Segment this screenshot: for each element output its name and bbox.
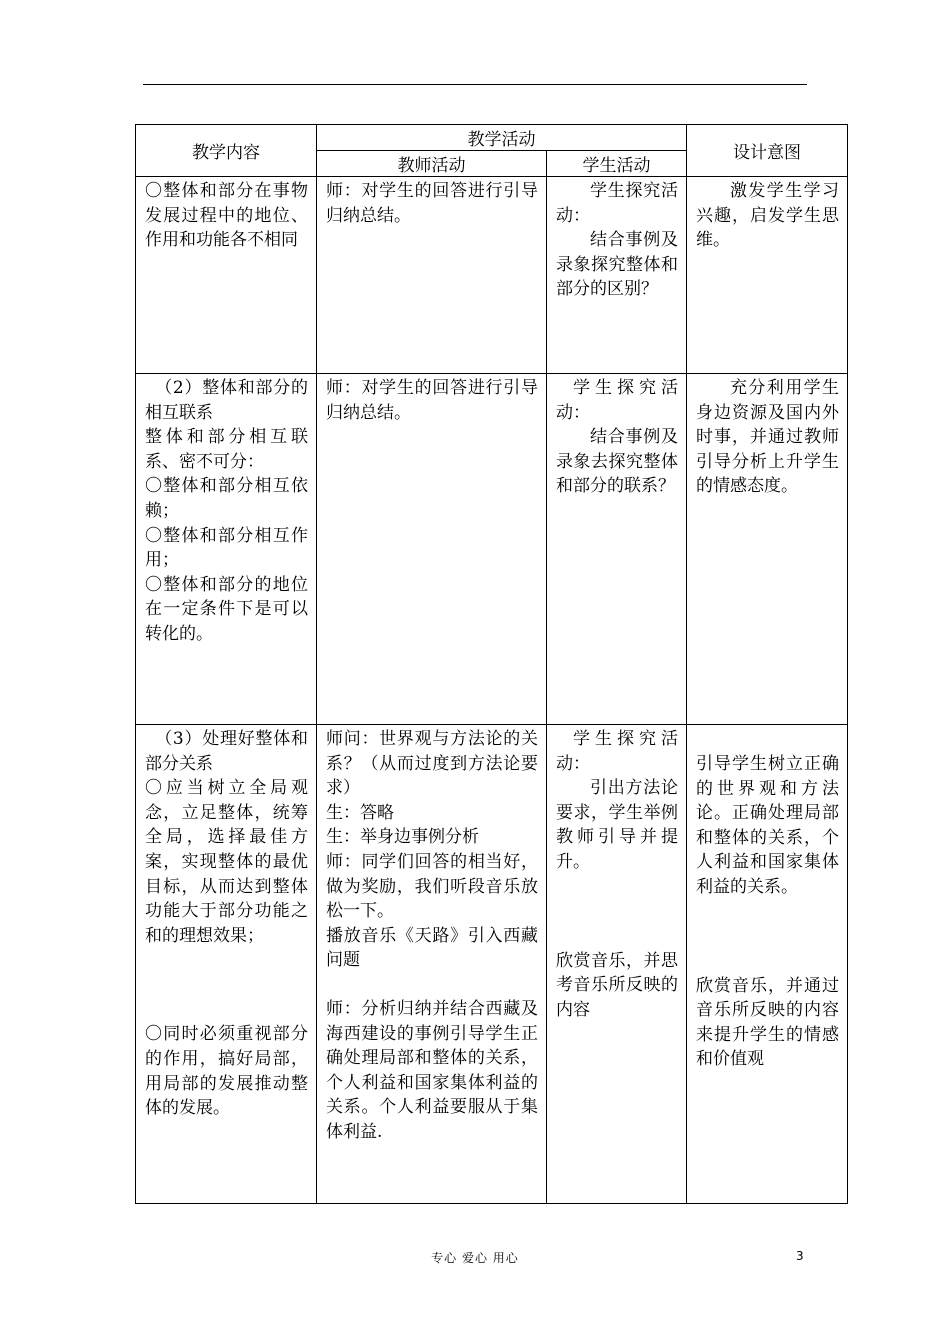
teacher-cell — [317, 177, 547, 374]
footer-motto: 专心 爱心 用心 — [431, 1251, 519, 1265]
table-row — [136, 725, 848, 1204]
student-text: 结合事例及录象探究整体和部分的区别？ — [556, 230, 678, 300]
intent-text: 激发学生学习兴趣，启发学生思维。 — [696, 181, 839, 251]
spacer — [145, 948, 308, 1022]
header-student-activity: 学生活动 — [547, 151, 687, 177]
spacer — [696, 727, 839, 752]
teacher-text: 播放音乐《天路》引入西藏问题 — [326, 925, 538, 971]
teacher-text: 生：举身边事例分析 — [326, 827, 479, 848]
teacher-cell — [317, 374, 547, 725]
student-text: 学生探究活动： — [556, 181, 678, 226]
teacher-text: 师：对学生的回答进行引导归纳总结。 — [326, 378, 538, 423]
teacher-text: 师：同学们回答的相当好，做为奖励，我们听段音乐放松一下。 — [326, 851, 538, 922]
intent-text: 充分利用学生身边资源及国内外时事，并通过教师引导分析上升学生的情感态度。 — [696, 378, 839, 497]
content-text: 〇整体和部分在事物发展过程中的地位、作用和功能各不相同 — [145, 181, 308, 251]
page-number: 3 — [796, 1249, 804, 1263]
table-row — [136, 374, 848, 725]
intent-cell — [687, 374, 848, 725]
student-cell — [547, 374, 687, 725]
content-text: 〇整体和部分相互依赖； — [145, 476, 308, 521]
student-text: 欣赏音乐，并思考音乐所反映的内容 — [556, 950, 678, 1020]
intent-text: 引导学生树立正确的世界观和方法论。正确处理局部和整体的关系，个人利益和国家集体利益的关系。 — [696, 754, 839, 897]
content-text: （2）整体和部分的相互联系 — [145, 378, 308, 423]
content-text: （3）处理好整体和部分关系 — [145, 729, 308, 774]
spacer — [696, 900, 839, 974]
intent-cell — [687, 177, 848, 374]
page-header-rule — [143, 84, 807, 85]
student-cell — [547, 177, 687, 374]
intent-cell — [687, 725, 848, 1204]
content-cell — [136, 374, 317, 725]
content-text: 〇应当树立全局观念，立足整体，统筹全局，选择最佳方案，实现整体的最优目标，从而达到整体功能大于部分功能之和的理想效果； — [145, 778, 308, 946]
content-text: 〇整体和部分的地位在一定条件下是可以转化的。 — [145, 574, 308, 644]
content-text: 整体和部分相互联系、密不可分： — [145, 427, 308, 472]
content-text: 〇同时必须重视部分的作用，搞好局部，用局部的发展推动整体的发展。 — [145, 1024, 308, 1119]
student-text: 学生探究活动： — [556, 378, 678, 423]
header-teaching-content: 教学内容 — [136, 125, 317, 177]
header-teaching-activity: 教学活动 — [317, 125, 687, 151]
content-cell — [136, 177, 317, 374]
lesson-plan-table — [135, 124, 848, 1204]
student-text: 学生探究活动： — [556, 729, 678, 774]
teacher-text: 师：分析归纳并结合西藏及海西建设的事例引导学生正确处理局部和整体的关系，个人利益和国家集体利益的关系。个人利益要服从于集体利益. — [326, 998, 538, 1142]
table-row — [136, 177, 848, 374]
header-teacher-activity: 教师活动 — [317, 151, 547, 177]
student-cell — [547, 725, 687, 1204]
spacer — [556, 875, 678, 949]
header-design-intent: 设计意图 — [687, 125, 848, 177]
content-text: 〇整体和部分相互作用； — [145, 525, 308, 571]
content-cell — [136, 725, 317, 1204]
teacher-text: 师：对学生的回答进行引导归纳总结。 — [326, 181, 538, 226]
student-text: 引出方法论要求，学生举例教师引导并提升。 — [556, 778, 678, 872]
spacer — [326, 973, 538, 997]
teacher-text: 师问：世界观与方法论的关系？（从而过度到方法论要求） — [326, 729, 538, 799]
student-text: 结合事例及录象去探究整体和部分的联系？ — [556, 427, 678, 497]
intent-text: 欣赏音乐，并通过音乐所反映的内容来提升学生的情感和价值观 — [696, 975, 839, 1070]
teacher-text: 生：答略 — [326, 802, 394, 823]
teacher-cell — [317, 725, 547, 1204]
